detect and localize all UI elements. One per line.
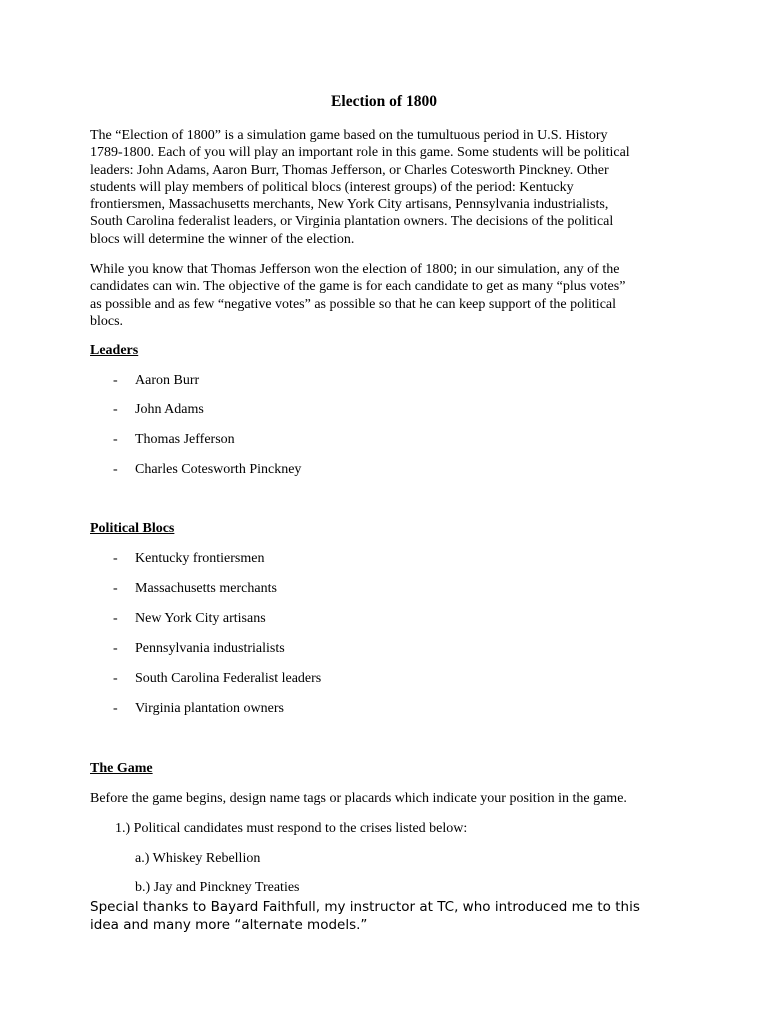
leaders-heading: Leaders xyxy=(90,343,139,358)
bloc-name: Kentucky frontiersmen xyxy=(135,551,265,566)
objective-line: candidates can win. The objective of the game is for each candidate to get as many “plus votes” xyxy=(90,279,626,295)
bloc-list-item xyxy=(113,580,277,598)
list-dash: - xyxy=(113,402,118,417)
bloc-name: Virginia plantation owners xyxy=(135,701,284,716)
document-title: Election of 1800 xyxy=(331,93,437,110)
intro-line: 1789-1800. Each of you will play an important role in this game. Some students will be political xyxy=(90,145,630,161)
sub-item-marker: b.) xyxy=(135,880,151,895)
sub-list-item xyxy=(135,850,260,868)
game-intro-paragraph xyxy=(90,790,680,807)
leader-name: Aaron Burr xyxy=(135,373,200,388)
acknowledgement-note xyxy=(90,899,690,934)
sub-item-text: Whiskey Rebellion xyxy=(152,851,261,866)
bloc-list-item xyxy=(113,670,321,688)
objective-line: as possible and as few “negative votes” as possible so that he can keep support of the political xyxy=(90,296,617,312)
objective-line: While you know that Thomas Jefferson won the election of 1800; in our simulation, any of the xyxy=(90,262,620,277)
list-dash: - xyxy=(113,671,118,686)
bloc-name: South Carolina Federalist leaders xyxy=(135,671,322,686)
objective-paragraph xyxy=(90,261,680,330)
bloc-list-item xyxy=(113,640,285,658)
leader-list-item xyxy=(113,401,204,419)
game-intro-line: Before the game begins, design name tags or placards which indicate your position in the game. xyxy=(90,791,627,806)
list-dash: - xyxy=(113,432,118,447)
numbered-item xyxy=(115,820,467,838)
intro-line: South Carolina federalist leaders, or Virginia plantation owners. The decisions of the political xyxy=(90,214,614,230)
list-dash: - xyxy=(113,462,118,477)
list-dash: - xyxy=(113,701,118,716)
list-dash: - xyxy=(113,611,118,626)
bloc-name: Massachusetts merchants xyxy=(135,581,277,596)
sub-item-marker: a.) xyxy=(135,851,150,866)
leader-name: Charles Cotesworth Pinckney xyxy=(135,462,302,477)
the-game-heading: The Game xyxy=(90,761,153,776)
leader-name: Thomas Jefferson xyxy=(135,432,235,447)
acknowledgement-line: idea and many more “alternate models.” xyxy=(90,916,368,933)
numbered-text: Political candidates must respond to the crises listed below: xyxy=(133,821,468,836)
list-dash: - xyxy=(113,581,118,596)
leader-list-item xyxy=(113,461,301,479)
intro-line: The “Election of 1800” is a simulation game based on the tumultuous period in U.S. History xyxy=(90,128,608,143)
political-blocs-heading: Political Blocs xyxy=(90,521,175,536)
intro-line: leaders: John Adams, Aaron Burr, Thomas Jefferson, or Charles Cotesworth Pinckney. Other xyxy=(90,162,609,178)
bloc-list-item xyxy=(113,700,284,718)
list-dash: - xyxy=(113,373,118,388)
acknowledgement-line: Special thanks to Bayard Faithfull, my instructor at TC, who introduced me to this xyxy=(90,899,640,915)
list-dash: - xyxy=(113,551,118,566)
bloc-list-item xyxy=(113,550,264,568)
bloc-name: Pennsylvania industrialists xyxy=(135,641,285,656)
leader-list-item xyxy=(113,431,235,449)
intro-line: students will play members of political blocs (interest groups) of the period: Kentucky xyxy=(90,179,574,195)
sub-item-text: Jay and Pinckney Treaties xyxy=(153,880,300,895)
bloc-list-item xyxy=(113,610,266,628)
leader-list-item xyxy=(113,372,199,390)
sub-list-item xyxy=(135,879,300,897)
numbered-marker: 1.) xyxy=(115,821,131,836)
intro-paragraph xyxy=(90,127,680,248)
list-dash: - xyxy=(113,641,118,656)
objective-line: blocs. xyxy=(90,313,124,329)
bloc-name: New York City artisans xyxy=(135,611,266,626)
intro-line: frontiersmen, Massachusetts merchants, New York City artisans, Pennsylvania industrialists, xyxy=(90,197,609,213)
leader-name: John Adams xyxy=(135,402,204,417)
intro-line: blocs will determine the winner of the election. xyxy=(90,231,355,247)
